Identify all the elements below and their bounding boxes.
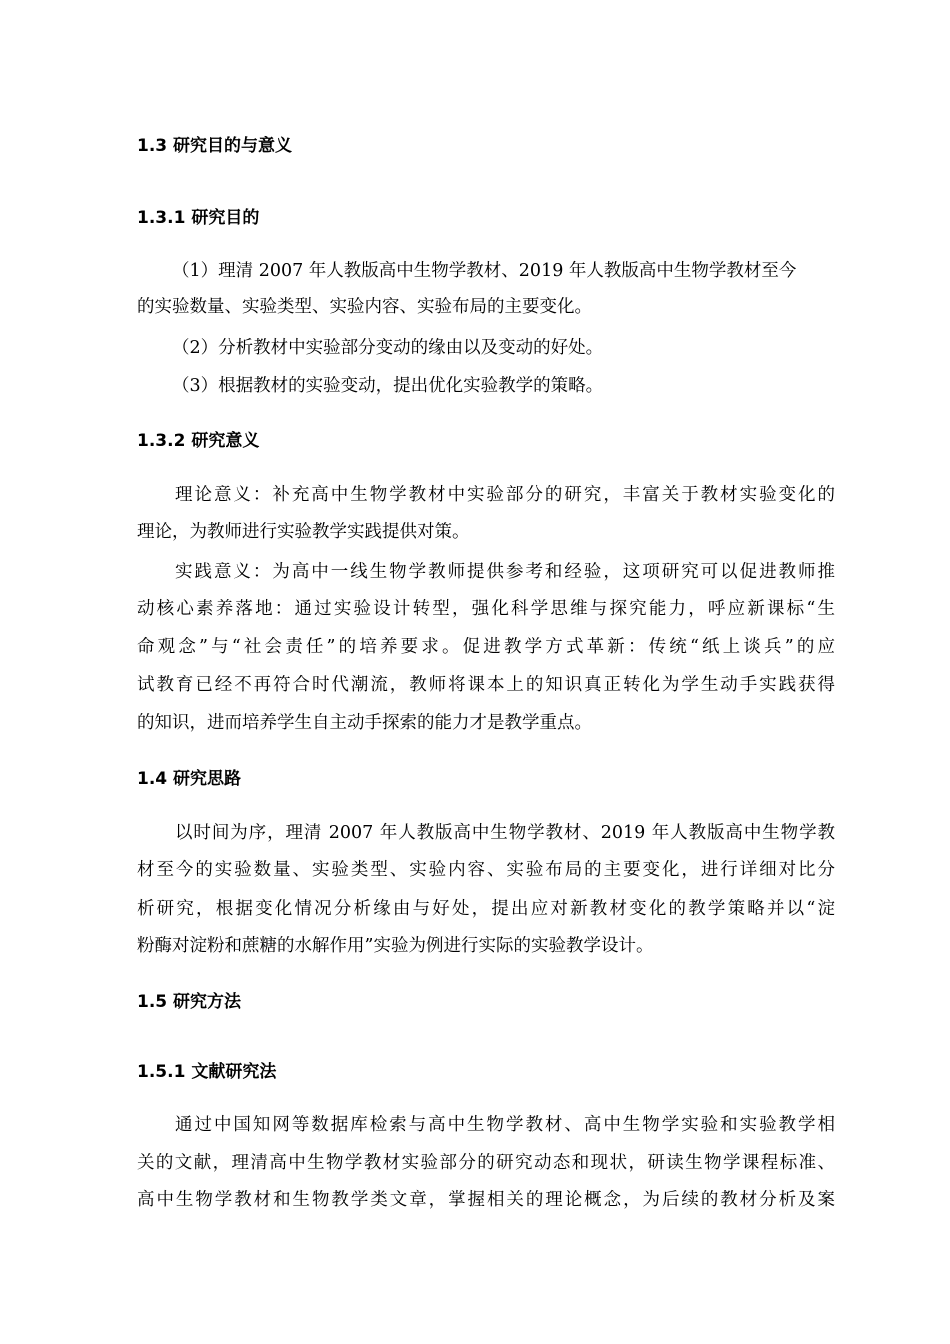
paragraph-line: 的知识，进而培养学生自主动手探索的能力才是教学重点。 — [137, 713, 592, 733]
paragraph-line: 理论，为教师进行实验教学实践提供对策。 — [137, 522, 470, 542]
heading-1-5-1: 1.5.1 文献研究法 — [137, 1062, 277, 1082]
paragraph-line: （1）理清 2007 年人教版高中生物学教材、2019 年人教版高中生物学教材至今 — [172, 261, 797, 281]
paragraph-line: 动核心素养落地：通过实验设计转型，强化科学思维与探究能力，呼应新课标“生 — [137, 599, 835, 619]
heading-1-3-2: 1.3.2 研究意义 — [137, 431, 260, 451]
paragraph-line: 以时间为序，理清 2007 年人教版高中生物学教材、2019 年人教版高中生物学教 — [175, 823, 835, 843]
heading-1-4: 1.4 研究思路 — [137, 769, 242, 789]
paragraph-line: 材至今的实验数量、实验类型、实验内容、实验布局的主要变化，进行详细对比分 — [137, 860, 835, 880]
paragraph-line: 试教育已经不再符合时代潮流，教师将课本上的知识真正转化为学生动手实践获得 — [137, 675, 835, 695]
paragraph-line: 高中生物学教材和生物教学类文章，掌握相关的理论概念，为后续的教材分析及案 — [137, 1190, 835, 1210]
paragraph-line: 的实验数量、实验类型、实验内容、实验布局的主要变化。 — [137, 297, 592, 317]
heading-1-5: 1.5 研究方法 — [137, 992, 242, 1012]
paragraph-line: 关的文献，理清高中生物学教材实验部分的研究动态和现状，研读生物学课程标准、 — [137, 1153, 835, 1173]
paragraph-line: 实践意义：为高中一线生物学教师提供参考和经验，这项研究可以促进教师推 — [175, 562, 835, 582]
heading-1-3-1: 1.3.1 研究目的 — [137, 208, 260, 228]
paragraph-line: 命观念”与“社会责任”的培养要求。促进教学方式革新：传统“纸上谈兵”的应 — [137, 637, 835, 657]
paragraph-line: （2）分析教材中实验部分变动的缘由以及变动的好处。 — [172, 338, 604, 358]
paragraph-line: 粉酶对淀粉和蔗糖的水解作用”实验为例进行实际的实验教学设计。 — [137, 936, 654, 956]
paragraph-line: （3）根据教材的实验变动，提出优化实验教学的策略。 — [172, 376, 604, 396]
paragraph-line: 析研究，根据变化情况分析缘由与好处，提出应对新教材变化的教学策略并以“淀 — [137, 899, 835, 919]
paragraph-line: 通过中国知网等数据库检索与高中生物学教材、高中生物学实验和实验教学相 — [175, 1115, 835, 1135]
paragraph-line: 理论意义：补充高中生物学教材中实验部分的研究，丰富关于教材实验变化的 — [175, 485, 835, 505]
heading-1-3: 1.3 研究目的与意义 — [137, 136, 293, 156]
